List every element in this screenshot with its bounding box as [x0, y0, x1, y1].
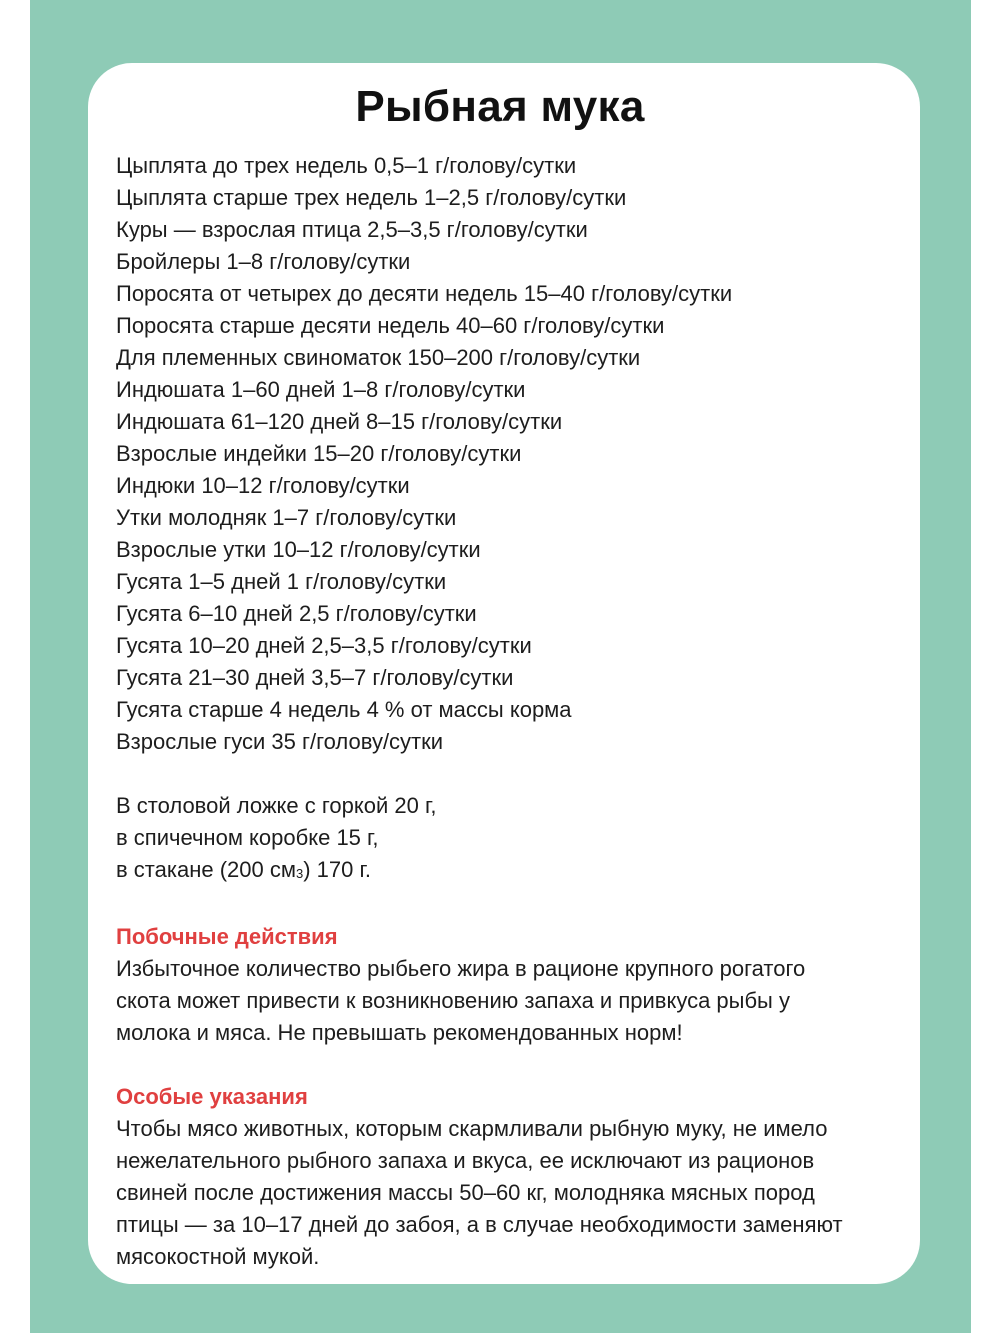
- dosage-line: Гусята 21–30 дней 3,5–7 г/голову/сутки: [116, 665, 514, 690]
- dosage-line: Индюшата 1–60 дней 1–8 г/голову/сутки: [116, 377, 526, 402]
- measure-glass-unit-sub: 3: [295, 866, 304, 881]
- special-notes-line: птицы — за 10–17 дней до забоя, а в случае необходимости заменяют: [116, 1212, 843, 1237]
- side-effects-section: [116, 921, 896, 1049]
- measure-line-glass: [116, 854, 896, 889]
- side-effects-line: Избыточное количество рыбьего жира в рационе крупного рогатого: [116, 956, 806, 981]
- spacer: [116, 889, 896, 921]
- side-effects-heading: Побочные действия: [116, 924, 338, 949]
- special-notes-heading: Особые указания: [116, 1084, 308, 1109]
- side-effects-line: молока и мяса. Не превышать рекомендованных норм!: [116, 1020, 683, 1045]
- dosage-line: Куры — взрослая птица 2,5–3,5 г/голову/сутки: [116, 217, 588, 242]
- dosage-line: Гусята 10–20 дней 2,5–3,5 г/голову/сутки: [116, 633, 532, 658]
- dosage-line: Взрослые гуси 35 г/голову/сутки: [116, 729, 444, 754]
- dosage-line: Цыплята до трех недель 0,5–1 г/голову/сутки: [116, 153, 577, 178]
- dosage-line: Гусята старше 4 недель 4 % от массы корма: [116, 697, 572, 722]
- measure-line-spoon: В столовой ложке с горкой 20 г,: [116, 793, 437, 818]
- special-notes-section: [116, 1081, 896, 1273]
- spacer: [116, 758, 896, 790]
- content-body: [116, 150, 896, 1273]
- dosage-line: Бройлеры 1–8 г/голову/сутки: [116, 249, 411, 274]
- measure-glass-suffix: ) 170 г.: [303, 857, 371, 882]
- dosage-line: Гусята 1–5 дней 1 г/голову/сутки: [116, 569, 447, 594]
- special-notes-line: Чтобы мясо животных, которым скармливали рыбную муку, не имело: [116, 1116, 828, 1141]
- dosage-line: Индюки 10–12 г/голову/сутки: [116, 473, 410, 498]
- dosage-line: Индюшата 61–120 дней 8–15 г/голову/сутки: [116, 409, 563, 434]
- special-notes-line: свиней после достижения массы 50–60 кг, молодняка мясных пород: [116, 1180, 815, 1205]
- dosage-line: Взрослые утки 10–12 г/голову/сутки: [116, 537, 481, 562]
- page-title: Рыбная мука: [355, 82, 645, 131]
- dosage-line: Поросята старше десяти недель 40–60 г/голову/сутки: [116, 313, 665, 338]
- dosage-line: Утки молодняк 1–7 г/голову/сутки: [116, 505, 457, 530]
- measure-line-matchbox: в спичечном коробке 15 г,: [116, 825, 379, 850]
- dosage-line: Взрослые индейки 15–20 г/голову/сутки: [116, 441, 522, 466]
- measures-block: [116, 790, 896, 889]
- special-notes-line: мясокостной мукой.: [116, 1244, 320, 1269]
- measure-glass-prefix: в стакане (200 см: [116, 857, 296, 882]
- dosage-line: Поросята от четырех до десяти недель 15–40 г/голову/сутки: [116, 281, 733, 306]
- dosage-list: [116, 150, 896, 758]
- dosage-line: Для племенных свиноматок 150–200 г/голову/сутки: [116, 345, 641, 370]
- side-effects-line: скота может привести к возникновению запаха и привкуса рыбы у: [116, 988, 790, 1013]
- dosage-line: Цыплята старше трех недель 1–2,5 г/голову/сутки: [116, 185, 627, 210]
- dosage-line: Гусята 6–10 дней 2,5 г/голову/сутки: [116, 601, 477, 626]
- spacer: [116, 1049, 896, 1081]
- special-notes-line: нежелательного рыбного запаха и вкуса, ее исключают из рационов: [116, 1148, 815, 1173]
